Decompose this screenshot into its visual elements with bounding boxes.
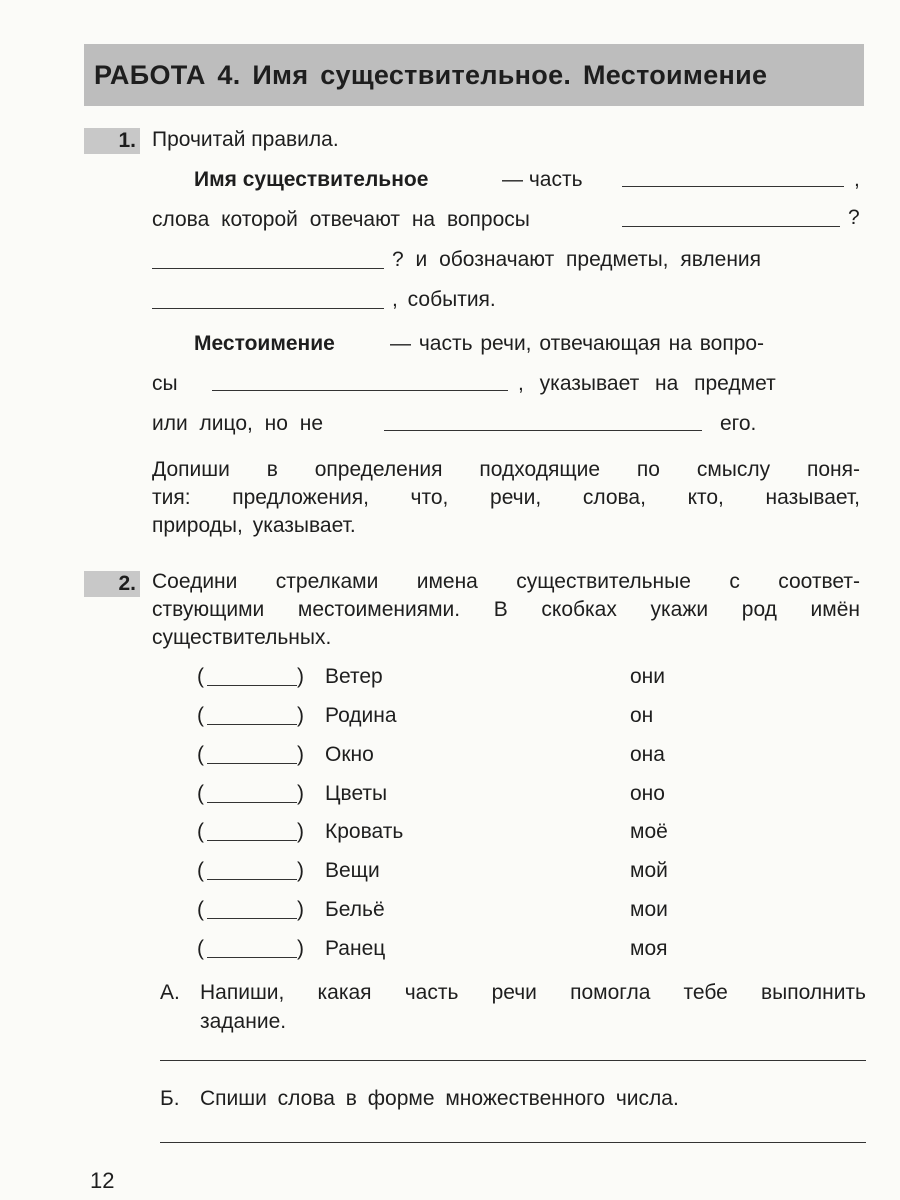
pronoun-word[interactable]: она <box>630 743 665 766</box>
blank-rule-2-a[interactable] <box>212 390 508 391</box>
open-paren: ( <box>197 820 204 843</box>
pronoun-word[interactable]: моё <box>630 820 668 843</box>
hint-line-1: Допиши в определения подходящие по смыслу поня- <box>152 458 860 481</box>
page-title: РАБОТА 4. Имя существительное. Местоимение <box>84 44 864 106</box>
task-1-number: 1. <box>84 128 140 154</box>
open-paren: ( <box>197 859 204 882</box>
hint-line-2: тия: предложения, что, речи, слова, кто, называет, <box>152 486 860 509</box>
open-paren: ( <box>197 743 204 766</box>
pronoun-word[interactable]: мой <box>630 859 668 882</box>
noun-word[interactable]: Родина <box>325 704 397 727</box>
answer-line-b[interactable] <box>160 1142 866 1143</box>
gender-blank[interactable] <box>207 840 297 841</box>
rule-1-line-1-end: , <box>854 168 860 191</box>
rule-1-line-4: , события. <box>392 288 496 311</box>
noun-word[interactable]: Цветы <box>325 782 388 805</box>
pronoun-word[interactable]: оно <box>630 782 665 805</box>
page-number: 12 <box>90 1168 115 1193</box>
blank-rule-2-b[interactable] <box>384 430 702 431</box>
task-2-instruction-line-1: Соедини стрелками имена существительные с соответ- <box>152 570 860 593</box>
gender-blank[interactable] <box>207 918 297 919</box>
rule-2-line-2-end: , указывает на предмет <box>518 372 776 395</box>
rule-1-line-3: ? и обозначают предметы, явления <box>392 248 762 271</box>
gender-blank[interactable] <box>207 685 297 686</box>
gender-blank[interactable] <box>207 763 297 764</box>
gender-blank[interactable] <box>207 724 297 725</box>
open-paren: ( <box>197 937 204 960</box>
blank-rule-1-a[interactable] <box>622 186 844 187</box>
close-paren: ) <box>297 859 304 882</box>
close-paren: ) <box>297 704 304 727</box>
sub-b-label: Б. <box>160 1087 180 1110</box>
pronoun-word[interactable]: он <box>630 704 654 727</box>
task-1-instruction: Прочитай правила. <box>152 128 339 151</box>
close-paren: ) <box>297 743 304 766</box>
rule-1-line-2-end: ? <box>848 206 860 229</box>
rule-2-line-2-start: сы <box>152 372 178 395</box>
rule-2-line-3-end: его. <box>720 412 757 435</box>
close-paren: ) <box>297 820 304 843</box>
rule-2-line-3-start: или лицо, но не <box>152 412 324 435</box>
close-paren: ) <box>297 665 304 688</box>
noun-word[interactable]: Ранец <box>325 937 386 960</box>
open-paren: ( <box>197 665 204 688</box>
noun-word[interactable]: Кровать <box>325 820 404 843</box>
noun-word[interactable]: Ветер <box>325 665 383 688</box>
noun-word[interactable]: Окно <box>325 743 374 766</box>
gender-blank[interactable] <box>207 957 297 958</box>
pronoun-word[interactable]: мои <box>630 898 668 921</box>
blank-rule-1-b[interactable] <box>622 226 840 227</box>
task-2-instruction-line-3: существительных. <box>152 626 332 649</box>
sub-a-line-2: задание. <box>200 1010 287 1033</box>
gender-blank[interactable] <box>207 802 297 803</box>
close-paren: ) <box>297 782 304 805</box>
rule-1-term: Имя существительное <box>194 168 429 191</box>
hint-line-3: природы, указывает. <box>152 514 356 537</box>
sub-b-text: Спиши слова в форме множественного числа. <box>200 1087 679 1110</box>
gender-blank[interactable] <box>207 879 297 880</box>
rule-2-line-1: — часть речи, отвечающая на вопро- <box>390 332 765 355</box>
close-paren: ) <box>297 937 304 960</box>
sub-a-line-1: Напиши, какая часть речи помогла тебе выполнить <box>200 981 866 1004</box>
task-2-number: 2. <box>84 571 140 597</box>
noun-word[interactable]: Бельё <box>325 898 385 921</box>
rule-1-line-2: слова которой отвечают на вопросы <box>152 208 530 231</box>
open-paren: ( <box>197 704 204 727</box>
blank-rule-1-c[interactable] <box>152 268 384 269</box>
task-2-instruction-line-2: ствующими местоимениями. В скобках укажи род имён <box>152 598 860 621</box>
blank-rule-1-d[interactable] <box>152 308 384 309</box>
sub-a-label: А. <box>160 981 180 1004</box>
open-paren: ( <box>197 898 204 921</box>
noun-word[interactable]: Вещи <box>325 859 380 882</box>
pronoun-word[interactable]: моя <box>630 937 668 960</box>
close-paren: ) <box>297 898 304 921</box>
open-paren: ( <box>197 782 204 805</box>
rule-1-line-1: — часть <box>502 168 583 191</box>
rule-2-term: Местоимение <box>194 332 335 355</box>
pronoun-word[interactable]: они <box>630 665 666 688</box>
answer-line-a[interactable] <box>160 1060 866 1061</box>
